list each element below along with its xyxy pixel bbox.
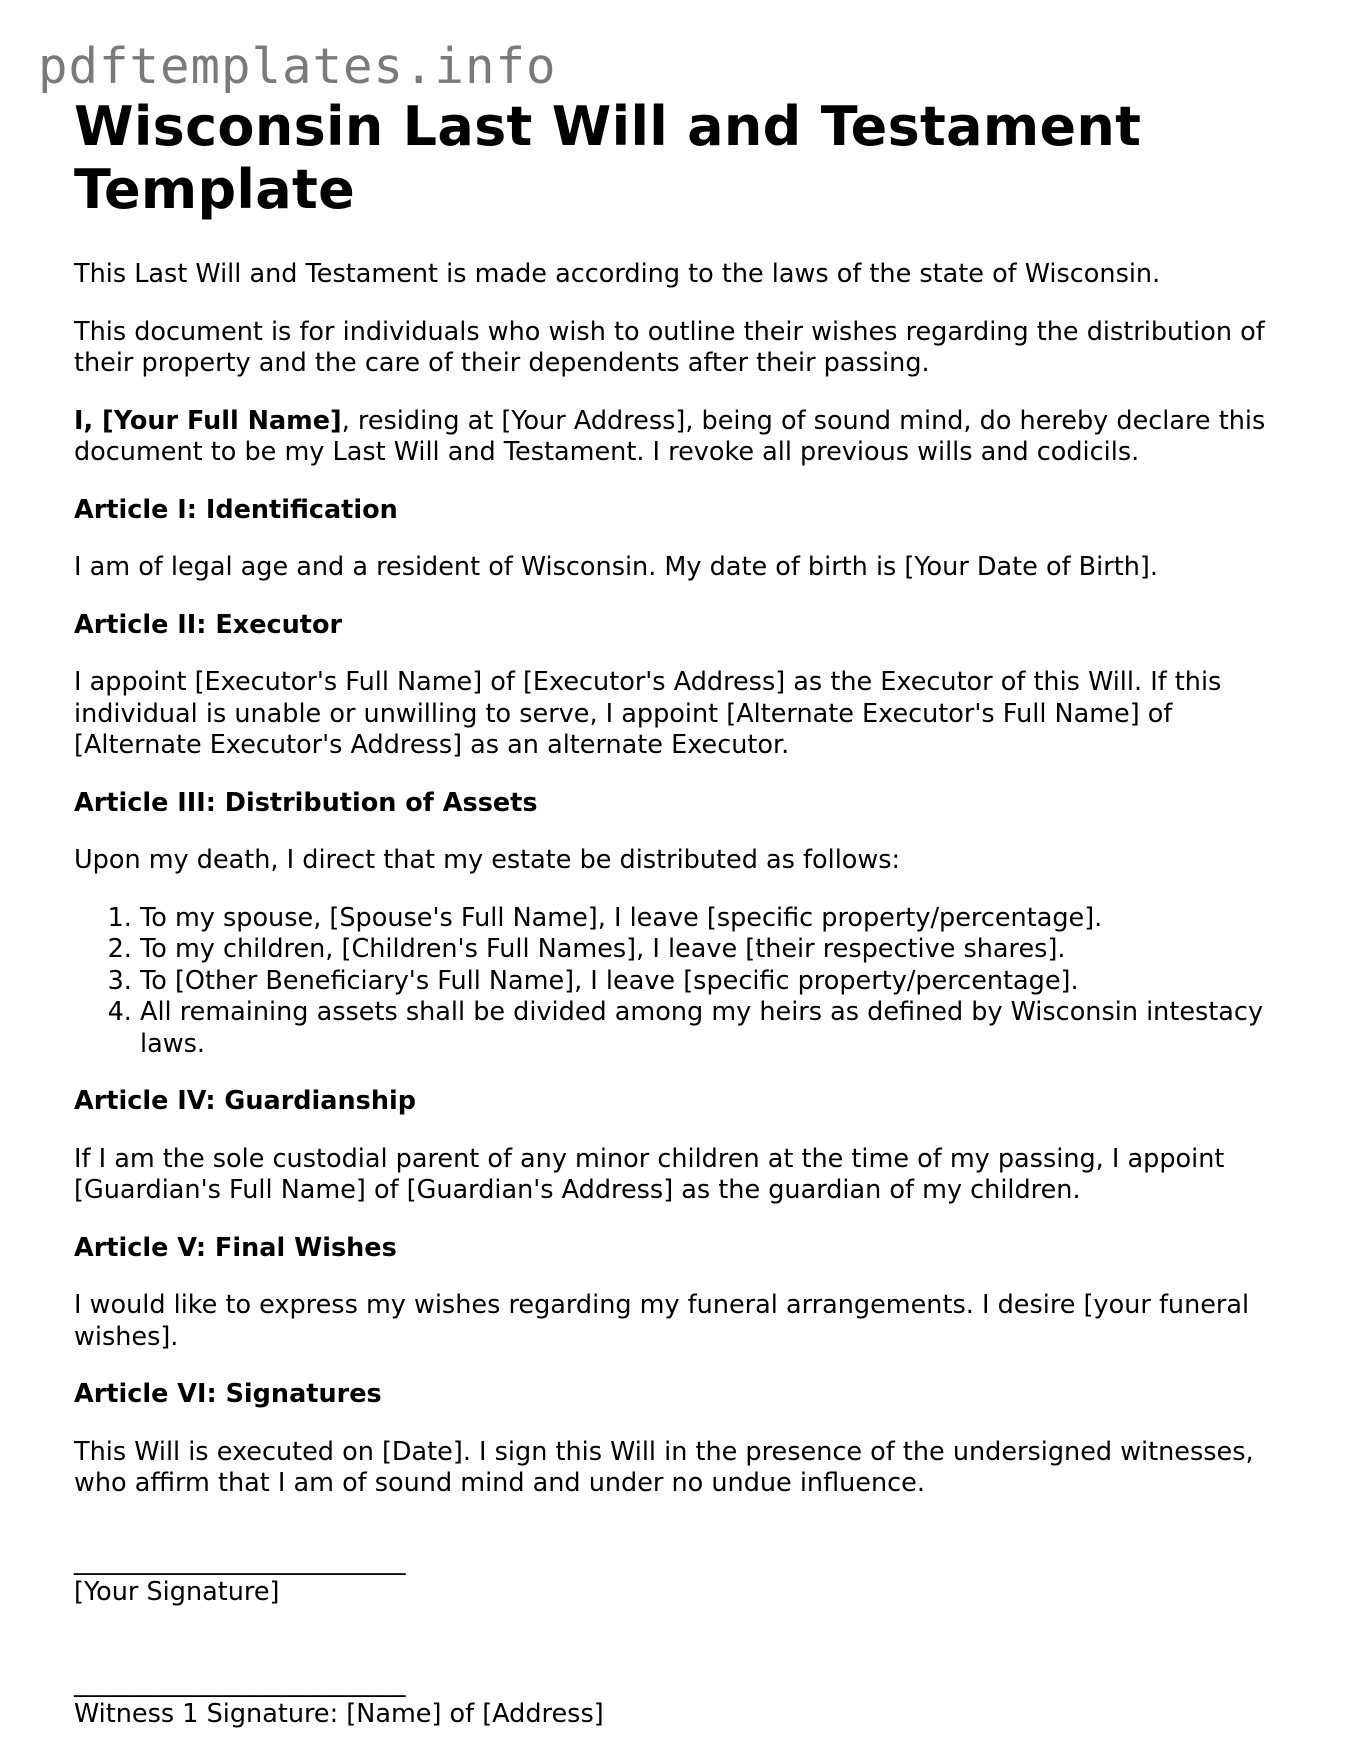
list-item: 3. To [Other Beneficiary's Full Name], I leave [specific property/percentage]. bbox=[140, 966, 1289, 998]
declaration-text: , residing at [Your Address], being of sound mind, do hereby declare this document to be my Last Will and Testament. I revoke all previous wills and codicils. bbox=[74, 405, 1266, 467]
list-item: 2. To my children, [Children's Full Names], I leave [their respective shares]. bbox=[140, 934, 1289, 966]
article-5-text: I would like to express my wishes regarding my funeral arrangements. I desire [your funeral wishes]. bbox=[74, 1290, 1250, 1352]
article-5-heading: Article V: Final Wishes bbox=[74, 1232, 397, 1263]
declaration-name: I, [Your Full Name] bbox=[74, 405, 342, 436]
witness-1-label: Witness 1 Signature: [Name] of [Address] bbox=[74, 1699, 604, 1729]
document-page bbox=[74, 95, 1289, 1731]
intro-paragraph-2: This document is for individuals who wish to outline their wishes regarding the distribution of their property and the care of their dependents after their passing. bbox=[74, 316, 1265, 378]
document-title: Wisconsin Last Will and Testament Template bbox=[74, 95, 1142, 221]
signature-line: __________________________ bbox=[74, 1545, 406, 1576]
intro-paragraph-1: This Last Will and Testament is made according to the laws of the state of Wisconsin. bbox=[74, 259, 1161, 289]
list-item: 1. To my spouse, [Spouse's Full Name], I leave [specific property/percentage]. bbox=[140, 903, 1289, 935]
article-6-text: This Will is executed on [Date]. I sign this Will in the presence of the undersigned witnesses, who affirm that I am of sound mind and under no undue influence. bbox=[74, 1436, 1254, 1498]
article-3-text: Upon my death, I direct that my estate be distributed as follows: bbox=[74, 845, 901, 875]
your-signature-label: [Your Signature] bbox=[74, 1577, 280, 1607]
declaration-paragraph bbox=[74, 406, 1289, 469]
article-1-text: I am of legal age and a resident of Wisconsin. My date of birth is [Your Date of Birth]. bbox=[74, 552, 1158, 582]
distribution-list bbox=[74, 903, 1289, 1061]
witness-signature-line: __________________________ bbox=[74, 1667, 406, 1698]
article-2-text: I appoint [Executor's Full Name] of [Executor's Address] as the Executor of this Will. If this individual is unable or unwilling to serve, I appoint [Alternate Executor's Full Name] of [Alternate Executor's Address] as an alternate Executor. bbox=[74, 667, 1222, 760]
article-6-heading: Article VI: Signatures bbox=[74, 1379, 382, 1409]
article-2-heading: Article II: Executor bbox=[74, 609, 343, 640]
article-4-heading: Article IV: Guardianship bbox=[74, 1086, 416, 1116]
list-item: 4. All remaining assets shall be divided among my heirs as defined by Wisconsin intestacy laws. bbox=[140, 997, 1289, 1060]
article-3-heading: Article III: Distribution of Assets bbox=[74, 787, 538, 818]
article-1-heading: Article I: Identification bbox=[74, 494, 398, 525]
article-4-text: If I am the sole custodial parent of any minor children at the time of my passing, I appoint [Guardian's Full Name] of [Guardian's Address] as the guardian of my children. bbox=[74, 1143, 1225, 1205]
watermark: pdftemplates.info bbox=[38, 38, 557, 95]
signature-block bbox=[74, 1546, 1289, 1731]
